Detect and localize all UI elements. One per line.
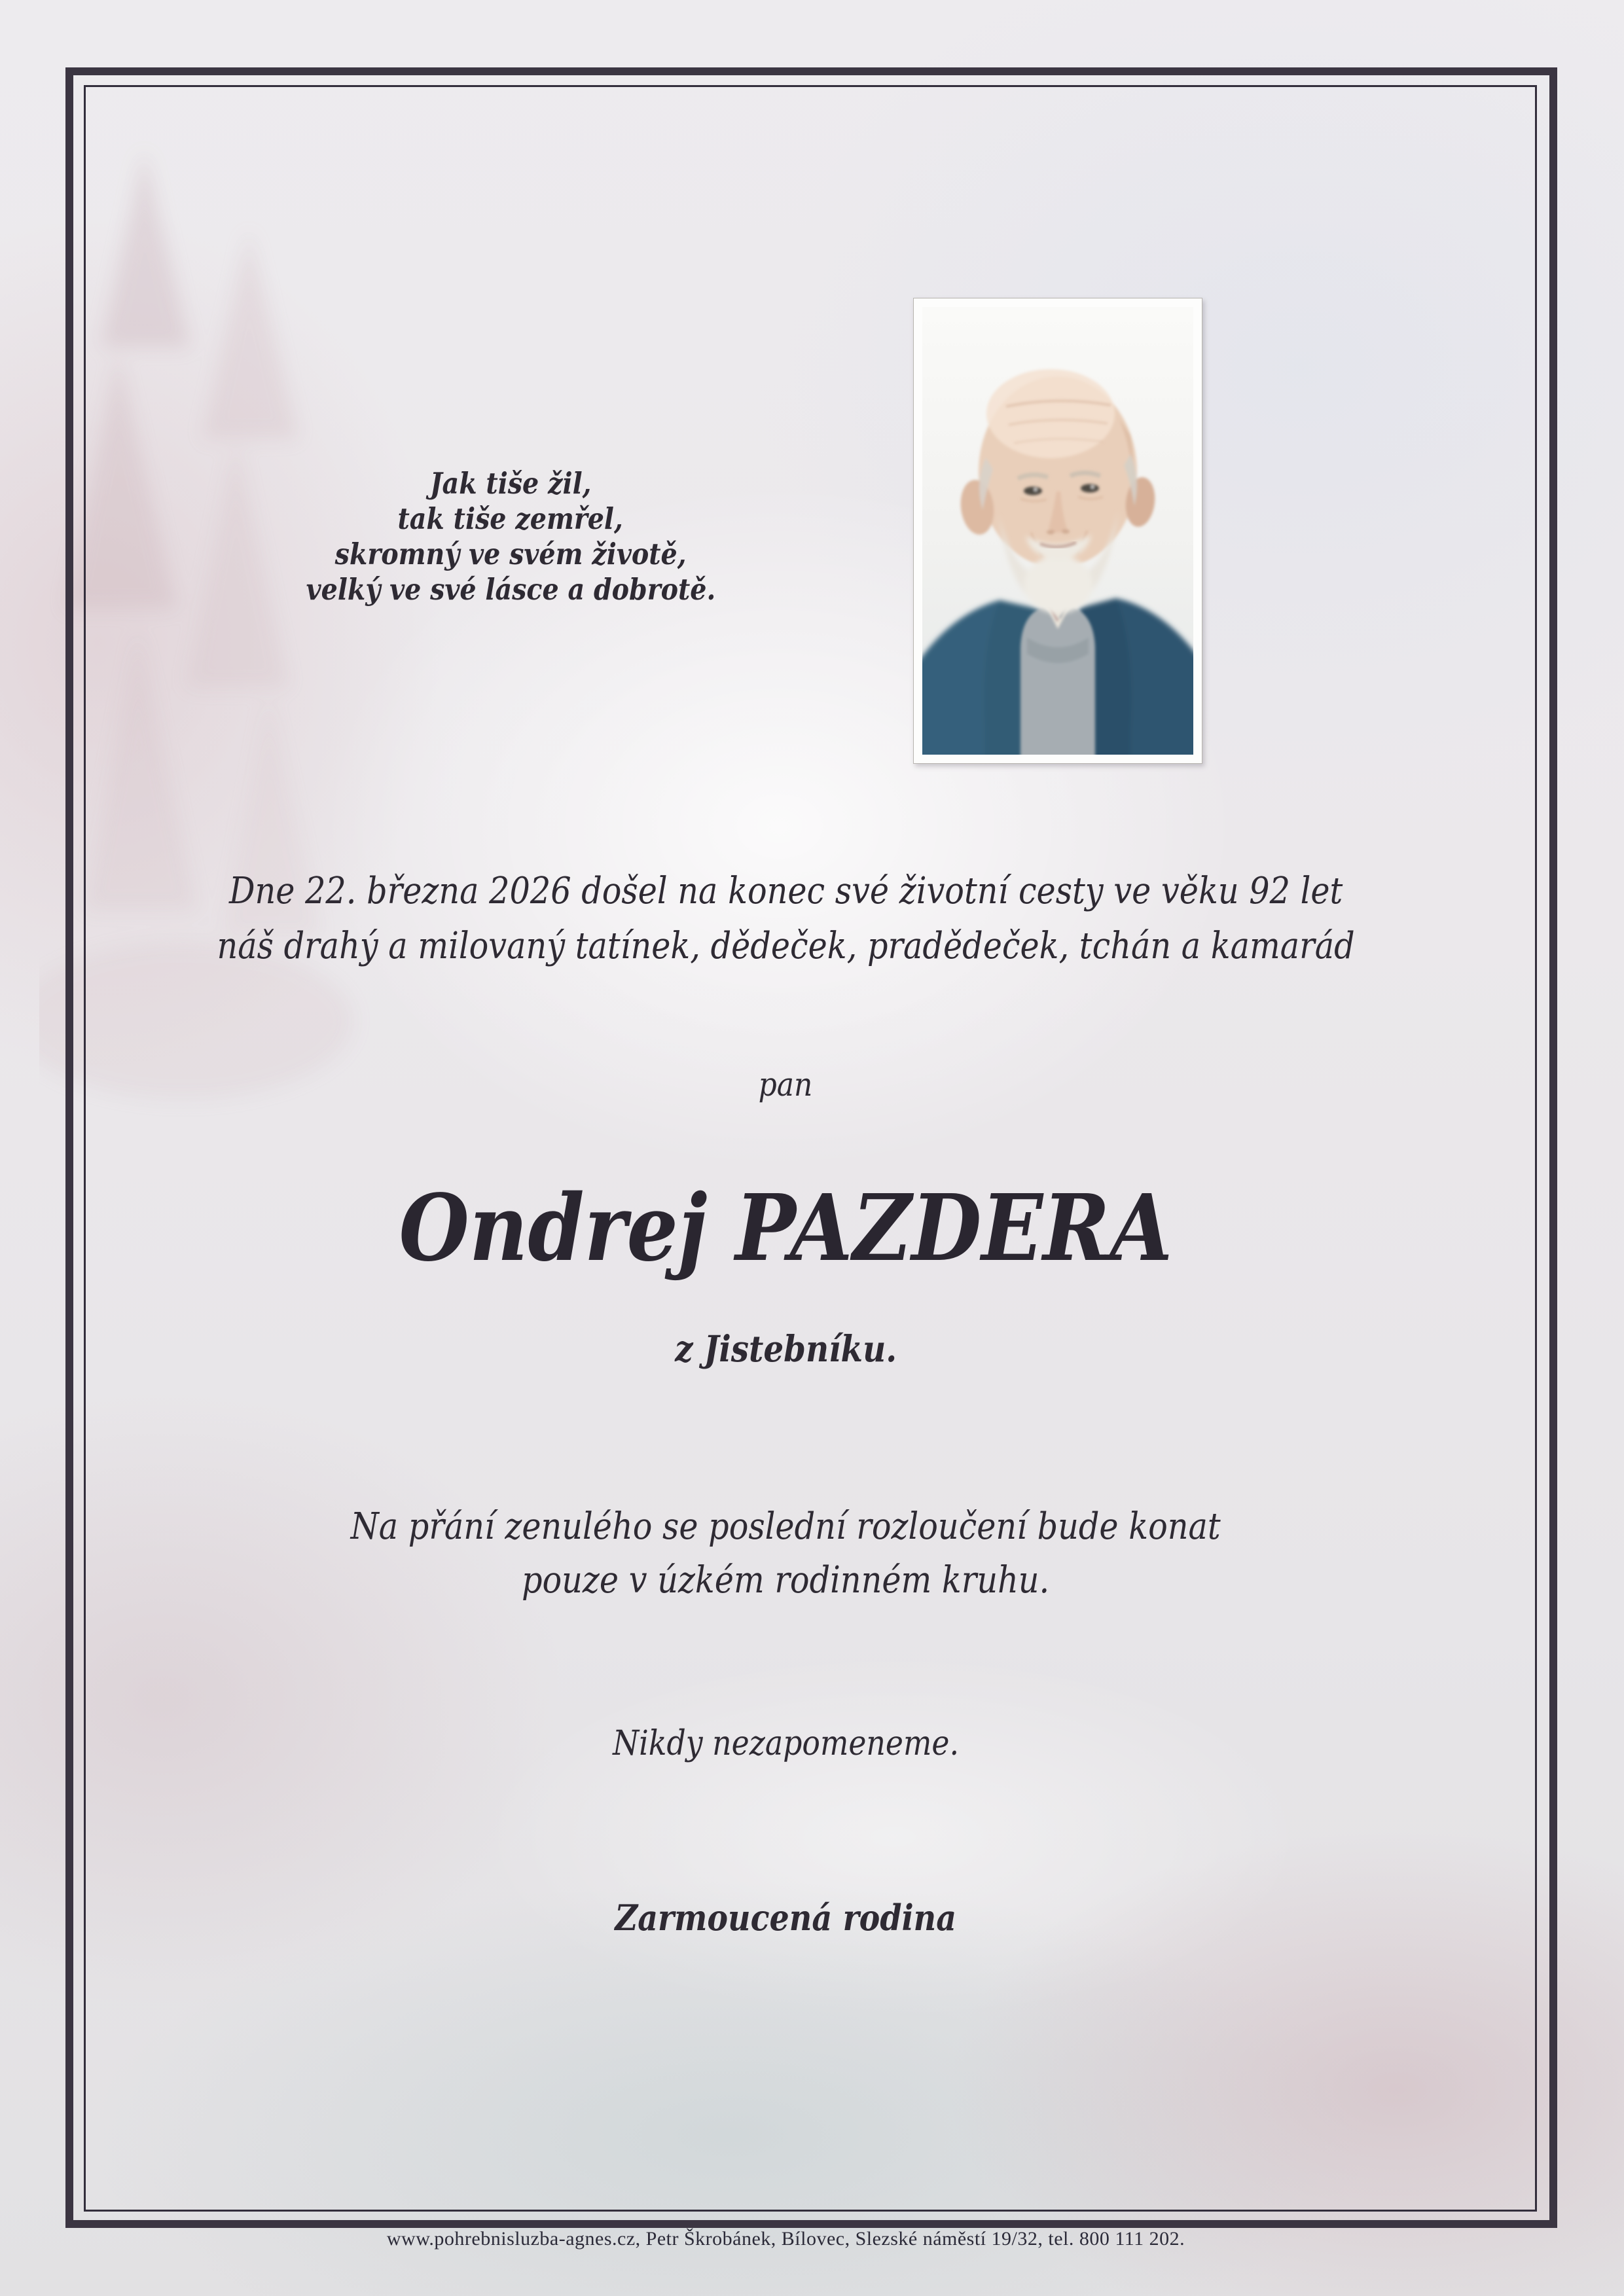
verse-line: velký ve své lásce a dobrotě. [306, 572, 715, 607]
verse-line: tak tiše zemřel, [397, 501, 624, 536]
portrait-illustration [922, 307, 1193, 755]
signature-text: Zarmoucená rodina [615, 1897, 957, 1939]
farewell-notice [0, 1500, 1572, 1607]
footer-contact-line: www.pohrebnisluzba-agnes.cz, Petr Škrobánek, Bílovec, Slezské náměstí 19/32, tel. 800 111 202. [386, 2228, 1185, 2250]
portrait-photo [913, 298, 1202, 764]
salutation-text: pan [759, 1066, 813, 1103]
verse-line: Jak tiše žil, [429, 466, 592, 501]
death-announcement [0, 864, 1572, 974]
portrait-photo-image [922, 307, 1193, 755]
remembrance-text: Nikdy nezapomeneme. [613, 1724, 959, 1763]
verse-line: skromný ve svém životě, [334, 537, 687, 571]
announcement-line: Dne 22. března 2026 došel na konec své životní cesty ve věku 92 let [228, 870, 1343, 912]
deceased-name: Ondrej PAZDERA [399, 1175, 1173, 1282]
announcement-line: náš drahý a milovaný tatínek, dědeček, pradědeček, tchán a kamarád [217, 925, 1355, 967]
inner-frame-border [84, 85, 1537, 2212]
origin-text: z Jistebníku. [674, 1327, 897, 1370]
farewell-line: Na přání zenulého se poslední rozloučení bude konat [350, 1505, 1221, 1548]
farewell-line: pouze v úzkém rodinném kruhu. [522, 1559, 1050, 1602]
memorial-verse [249, 466, 772, 607]
